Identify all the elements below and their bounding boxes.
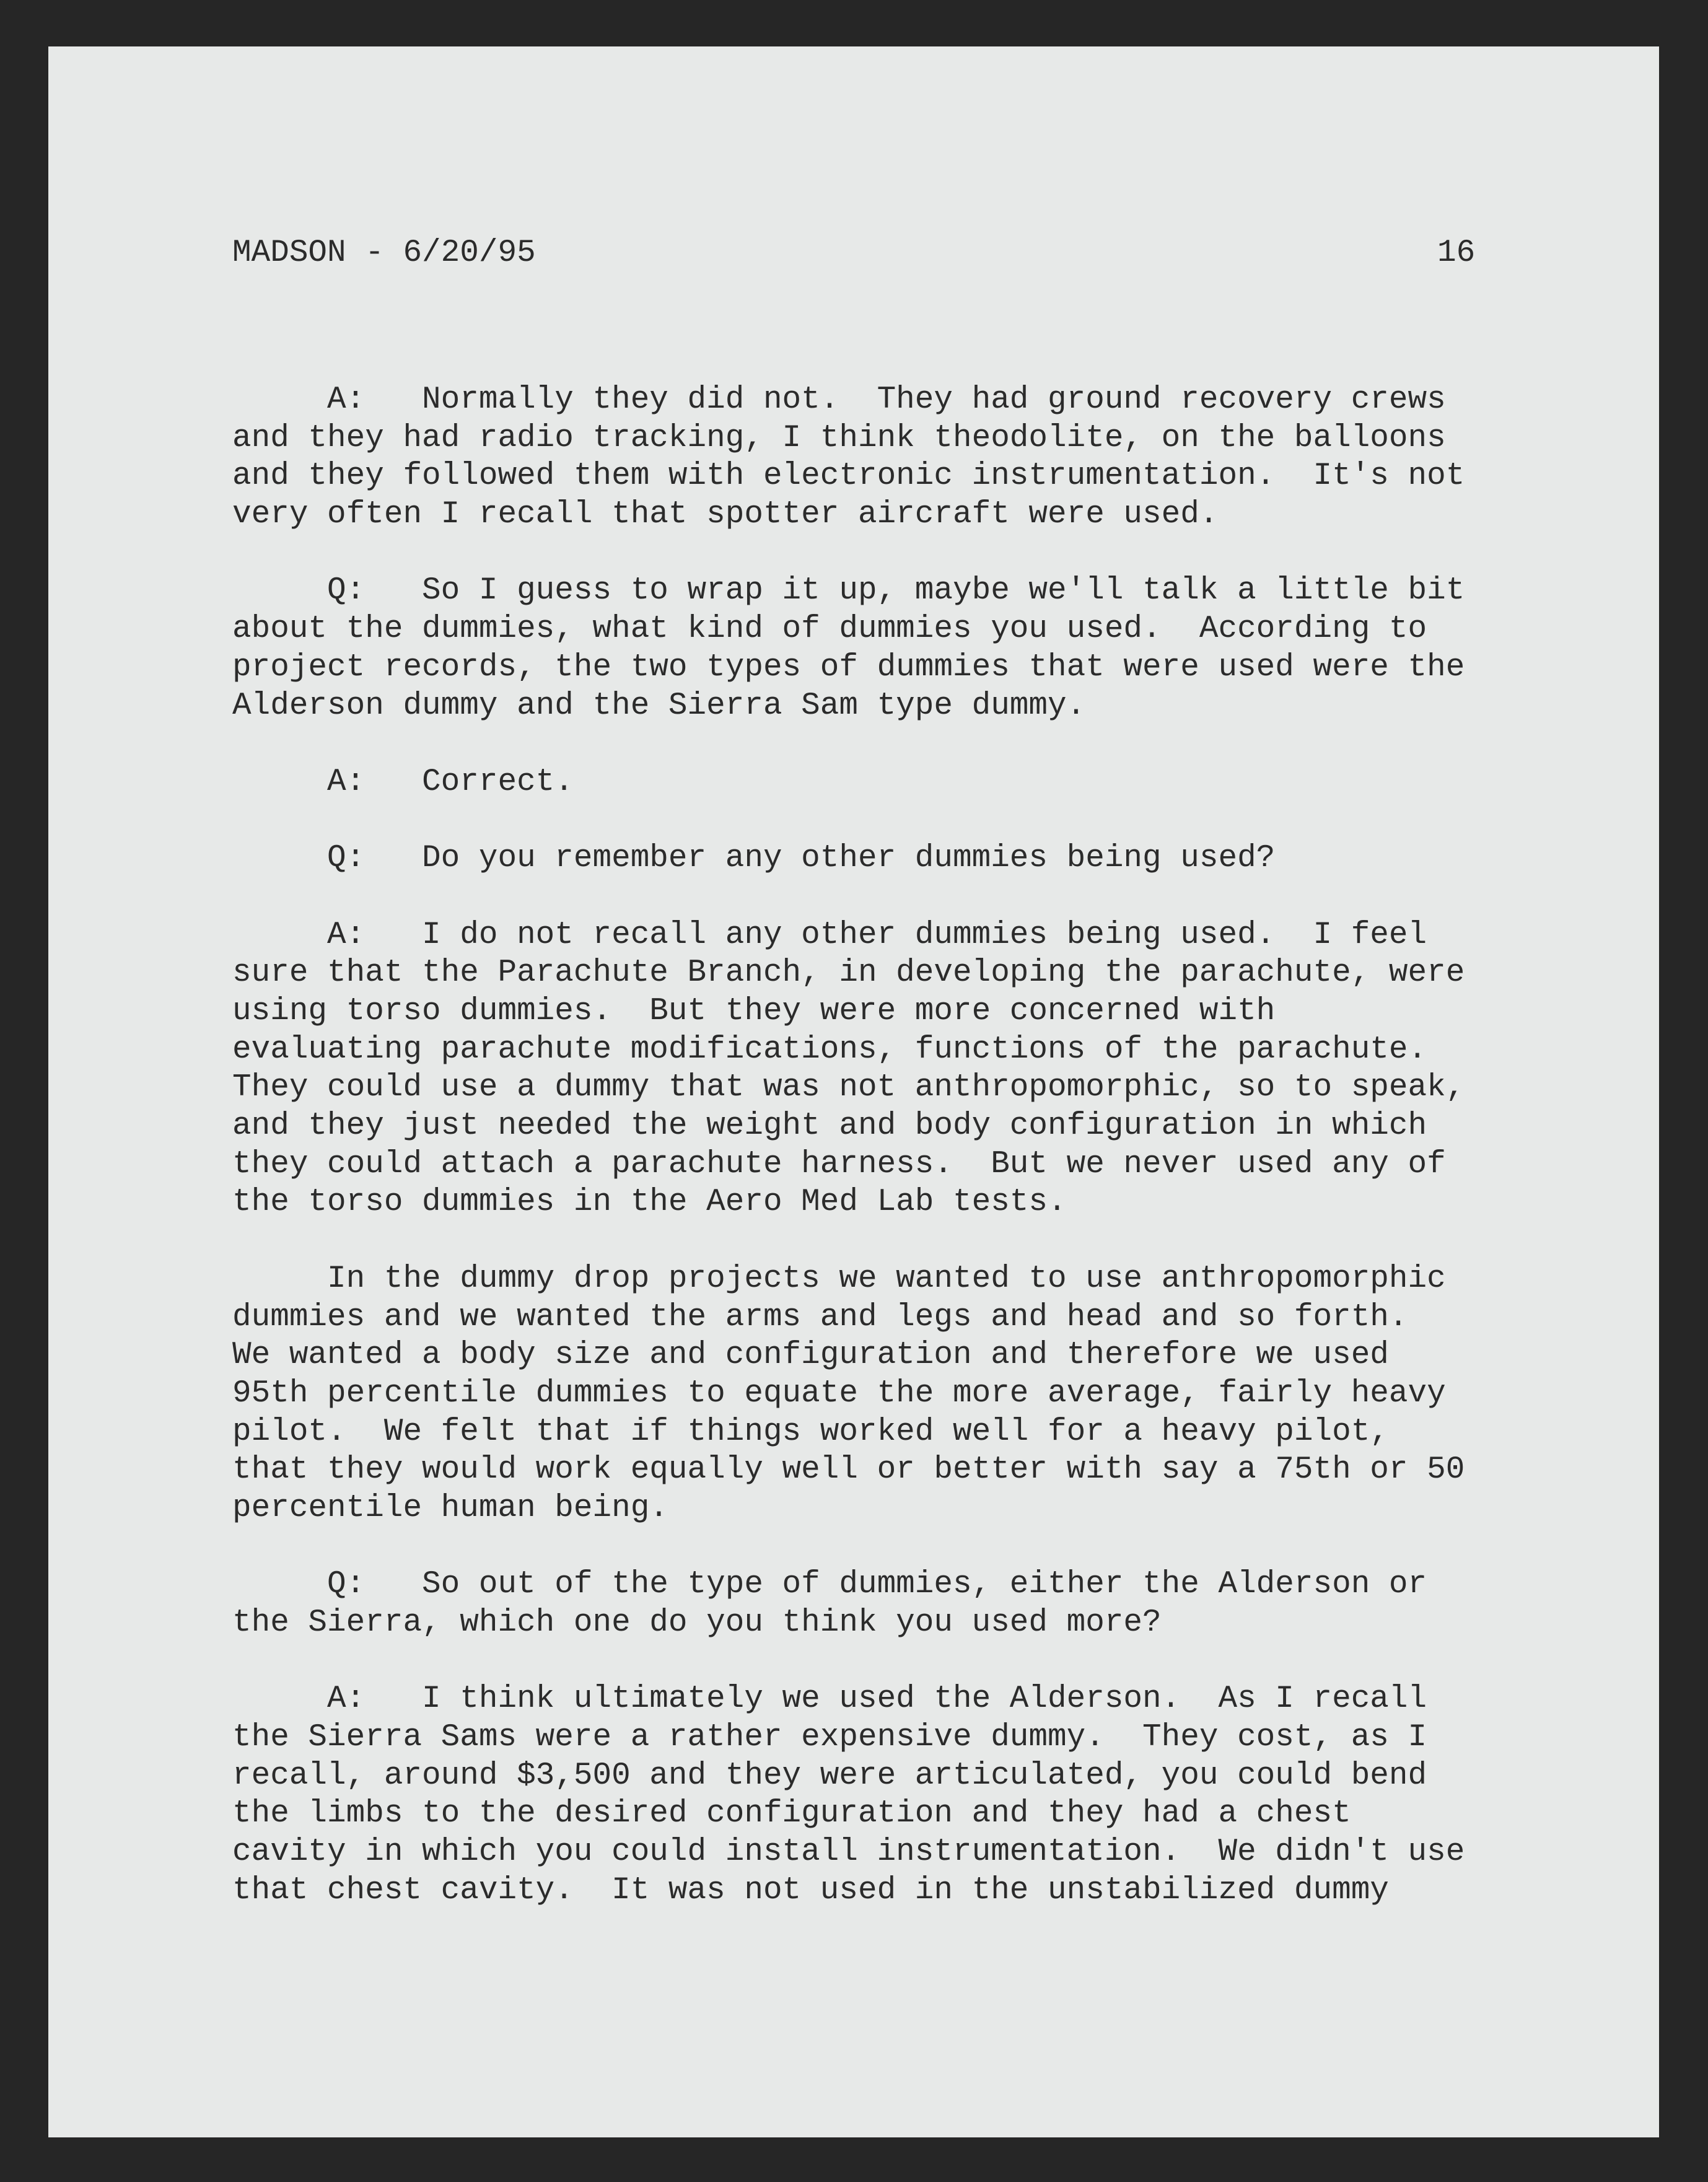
text-line: about the dummies, what kind of dummies you used. According to (232, 611, 1427, 647)
paragraph-question (232, 572, 1533, 725)
text-line: very often I recall that spotter aircraft were used. (232, 497, 1219, 533)
text-line: the Sierra Sams were a rather expensive dummy. They cost, as I (232, 1720, 1427, 1756)
text-line: that chest cavity. It was not used in the unstabilized dummy (232, 1872, 1389, 1908)
text-line: and they just needed the weight and body configuration in which (232, 1108, 1427, 1144)
text-line: A: I think ultimately we used the Alderson. As I recall (232, 1681, 1427, 1717)
text-line: the limbs to the desired configuration and they had a chest (232, 1796, 1351, 1832)
text-line: We wanted a body size and configuration and therefore we used (232, 1338, 1389, 1374)
text-line: cavity in which you could install instrumentation. We didn't use (232, 1834, 1465, 1870)
paragraph-answer-continued (232, 1260, 1533, 1528)
text-line: Q: So I guess to wrap it up, maybe we'll talk a little bit (232, 573, 1465, 609)
text-line: pilot. We felt that if things worked well for a heavy pilot, (232, 1414, 1389, 1450)
text-line: that they would work equally well or better with say a 75th or 50 (232, 1452, 1465, 1488)
text-line: recall, around $3,500 and they were articulated, you could bend (232, 1758, 1427, 1794)
text-line: sure that the Parachute Branch, in developing the parachute, were (232, 955, 1465, 991)
paragraph-question (232, 1566, 1533, 1642)
transcript-body (232, 381, 1533, 1948)
document-page (48, 46, 1659, 2137)
page-number: 16 (1437, 235, 1476, 271)
text-line: A: I do not recall any other dummies being used. I feel (232, 917, 1427, 953)
running-header: MADSON - 6/20/95 (232, 235, 536, 271)
text-line: evaluating parachute modifications, functions of the parachute. (232, 1032, 1427, 1067)
text-line: the Sierra, which one do you think you used more? (232, 1605, 1162, 1641)
paragraph-answer (232, 763, 1533, 802)
text-line: project records, the two types of dummies that were used were the (232, 649, 1465, 685)
paragraph-answer (232, 1680, 1533, 1909)
text-line: Alderson dummy and the Sierra Sam type dummy. (232, 688, 1086, 724)
paragraph-answer (232, 381, 1533, 534)
text-line: A: Correct. (232, 764, 574, 800)
text-line: dummies and we wanted the arms and legs and head and so forth. (232, 1299, 1408, 1335)
text-line: they could attach a parachute harness. But we never used any of (232, 1146, 1446, 1182)
text-line: Q: Do you remember any other dummies being used? (232, 841, 1276, 877)
text-line: 95th percentile dummies to equate the more average, fairly heavy (232, 1375, 1446, 1411)
paragraph-answer (232, 916, 1533, 1222)
paragraph-question (232, 839, 1533, 878)
text-line: and they followed them with electronic instrumentation. It's not (232, 458, 1465, 494)
text-line: and they had radio tracking, I think theodolite, on the balloons (232, 420, 1446, 456)
text-line: the torso dummies in the Aero Med Lab tests. (232, 1185, 1067, 1220)
text-line: Q: So out of the type of dummies, either the Alderson or (232, 1567, 1427, 1603)
text-line: In the dummy drop projects we wanted to use anthropomorphic (232, 1261, 1446, 1297)
text-line: using torso dummies. But they were more concerned with (232, 994, 1276, 1029)
text-line: They could use a dummy that was not anthropomorphic, so to speak, (232, 1070, 1465, 1106)
text-line: A: Normally they did not. They had ground recovery crews (232, 382, 1446, 418)
text-line: percentile human being. (232, 1490, 668, 1526)
